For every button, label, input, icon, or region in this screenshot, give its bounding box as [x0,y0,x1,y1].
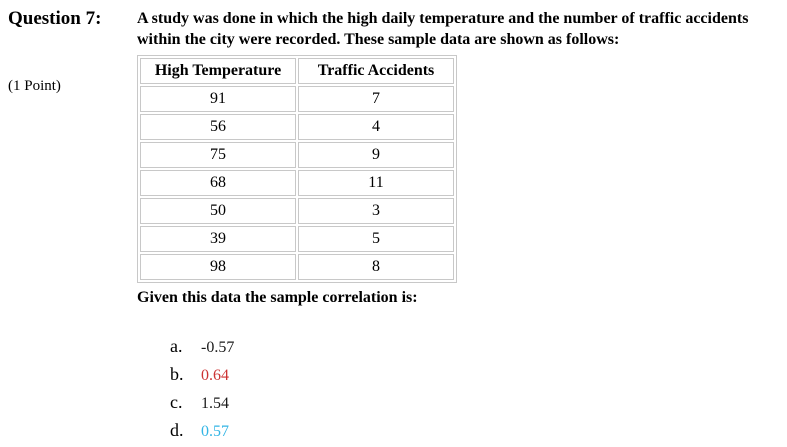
option-value: 1.54 [201,395,229,412]
question-prompt: A study was done in which the high daily temperature and the number of traffic accidents within the city were recorded. These sample data are shown as follows: [137,10,749,48]
table-cell: 50 [140,198,296,224]
table-cell: 5 [298,226,454,252]
table-cell: 3 [298,198,454,224]
answer-options-list [170,336,234,447]
table-cell: 75 [140,142,296,168]
question-sub-prompt: Given this data the sample correlation is: [137,289,418,306]
answer-option-b[interactable] [170,364,234,392]
option-value: 0.64 [201,367,229,384]
option-value: 0.57 [201,423,229,440]
table-row [140,114,454,140]
table-cell: 8 [298,254,454,280]
question-body [137,8,785,307]
option-letter: a. [170,336,183,356]
table-cell: 56 [140,114,296,140]
option-letter: b. [170,364,184,384]
answer-option-a[interactable] [170,336,234,364]
table-cell: 91 [140,86,296,112]
answer-option-d[interactable] [170,420,234,447]
option-letter: d. [170,420,184,440]
table-cell: 9 [298,142,454,168]
table-row [140,170,454,196]
table-header-row [140,58,454,84]
table-row [140,226,454,252]
table-row [140,86,454,112]
table-cell: 98 [140,254,296,280]
option-value: -0.57 [201,339,235,356]
table-row [140,254,454,280]
table-row [140,142,454,168]
table-cell: 68 [140,170,296,196]
table-cell: 39 [140,226,296,252]
sample-data-table [137,55,457,283]
table-cell: 11 [298,170,454,196]
option-letter: c. [170,392,183,412]
column-header-high-temperature: High Temperature [140,58,296,84]
column-header-traffic-accidents: Traffic Accidents [298,58,454,84]
table-row [140,198,454,224]
table-cell: 4 [298,114,454,140]
question-number-label: Question 7: [8,8,102,29]
question-points-label: (1 Point) [8,78,61,94]
answer-option-c[interactable] [170,392,234,420]
table-cell: 7 [298,86,454,112]
